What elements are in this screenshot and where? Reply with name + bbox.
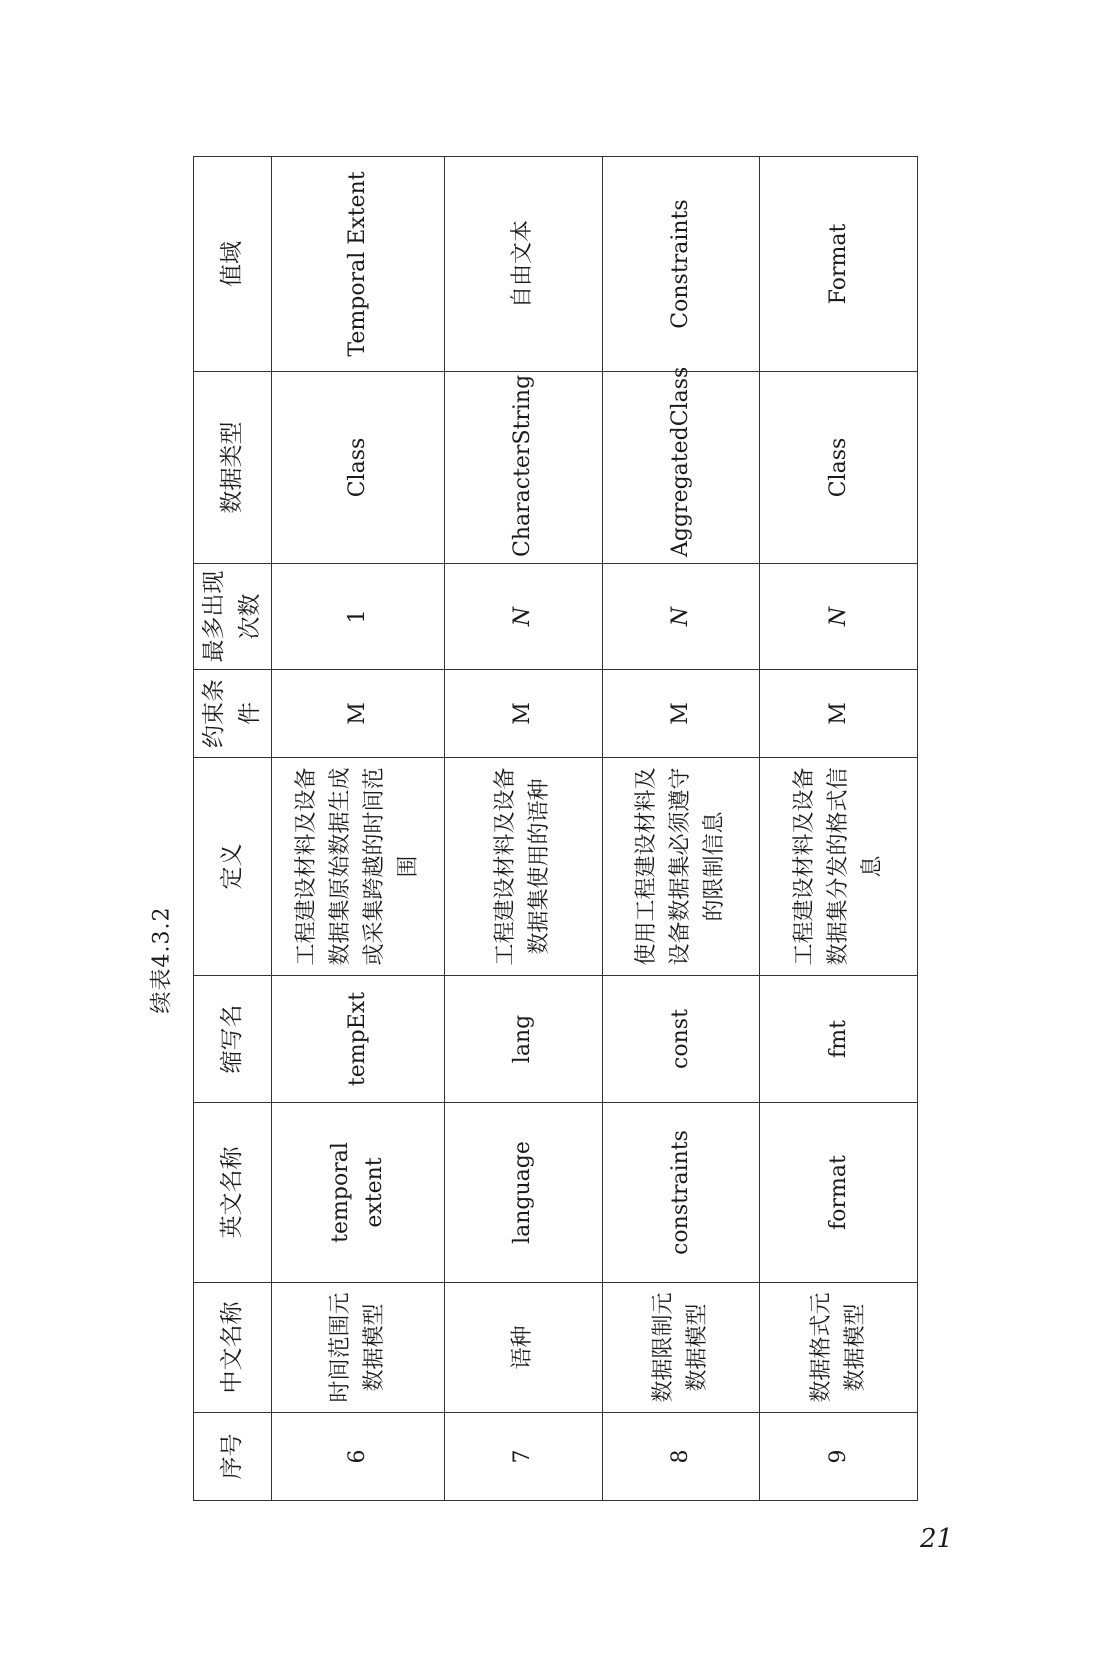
header-seq: 序号 bbox=[194, 1413, 272, 1501]
header-abbr: 缩写名 bbox=[194, 976, 272, 1103]
cell-cn-name: 语种 bbox=[444, 1283, 602, 1413]
cell-definition: 工程建设材料及设备数据集分发的格式信息 bbox=[760, 758, 918, 976]
cell-data-type: CharacterString bbox=[444, 372, 602, 564]
table-row bbox=[444, 157, 602, 1501]
header-en-name: 英文名称 bbox=[194, 1103, 272, 1283]
cell-constraint: M bbox=[602, 670, 760, 758]
cell-data-type: AggregatedClass bbox=[602, 372, 760, 564]
cell-abbr: fmt bbox=[760, 976, 918, 1103]
cell-constraint: M bbox=[272, 670, 445, 758]
cell-abbr: const bbox=[602, 976, 760, 1103]
cell-data-type: Class bbox=[272, 372, 445, 564]
cell-constraint: M bbox=[444, 670, 602, 758]
cell-definition: 工程建设材料及设备数据集使用的语种 bbox=[444, 758, 602, 976]
cell-cn-name: 数据限制元数据模型 bbox=[602, 1283, 760, 1413]
metadata-table bbox=[193, 156, 918, 1501]
cell-domain: 自由文本 bbox=[444, 157, 602, 372]
table-row bbox=[272, 157, 445, 1501]
cell-constraint: M bbox=[760, 670, 918, 758]
cell-max-occurrence: N bbox=[444, 564, 602, 670]
header-cn-name: 中文名称 bbox=[194, 1283, 272, 1413]
cell-domain: Format bbox=[760, 157, 918, 372]
header-definition: 定义 bbox=[194, 758, 272, 976]
cell-en-name: language bbox=[444, 1103, 602, 1283]
cell-cn-name: 数据格式元数据模型 bbox=[760, 1283, 918, 1413]
rotated-table-frame bbox=[193, 157, 918, 1501]
cell-en-name: constraints bbox=[602, 1103, 760, 1283]
header-max-occurrence: 最多出现次数 bbox=[194, 564, 272, 670]
cell-domain: Constraints bbox=[602, 157, 760, 372]
cell-cn-name: 时间范围元数据模型 bbox=[272, 1283, 445, 1413]
cell-seq: 9 bbox=[760, 1413, 918, 1501]
cell-max-occurrence: N bbox=[760, 564, 918, 670]
cell-seq: 6 bbox=[272, 1413, 445, 1501]
cell-seq: 7 bbox=[444, 1413, 602, 1501]
cell-abbr: lang bbox=[444, 976, 602, 1103]
cell-seq: 8 bbox=[602, 1413, 760, 1501]
table-caption-text: 续表4.3.2 bbox=[149, 906, 175, 1014]
cell-en-name: temporal extent bbox=[272, 1103, 445, 1283]
table-row bbox=[602, 157, 760, 1501]
table-row bbox=[760, 157, 918, 1501]
cell-definition: 使用工程建设材料及设备数据集必须遵守的限制信息 bbox=[602, 758, 760, 976]
header-domain: 值域 bbox=[194, 157, 272, 372]
cell-max-occurrence: N bbox=[602, 564, 760, 670]
cell-data-type: Class bbox=[760, 372, 918, 564]
cell-max-occurrence: 1 bbox=[272, 564, 445, 670]
table-container bbox=[193, 157, 918, 1501]
cell-abbr: tempExt bbox=[272, 976, 445, 1103]
header-constraint: 约束条件 bbox=[194, 670, 272, 758]
cell-en-name: format bbox=[760, 1103, 918, 1283]
page-number: 21 bbox=[920, 1524, 954, 1554]
cell-domain: Temporal Extent bbox=[272, 157, 445, 372]
header-data-type: 数据类型 bbox=[194, 372, 272, 564]
cell-definition: 工程建设材料及设备数据集原始数据生成或采集跨越的时间范围 bbox=[272, 758, 445, 976]
table-header-row bbox=[194, 157, 272, 1501]
